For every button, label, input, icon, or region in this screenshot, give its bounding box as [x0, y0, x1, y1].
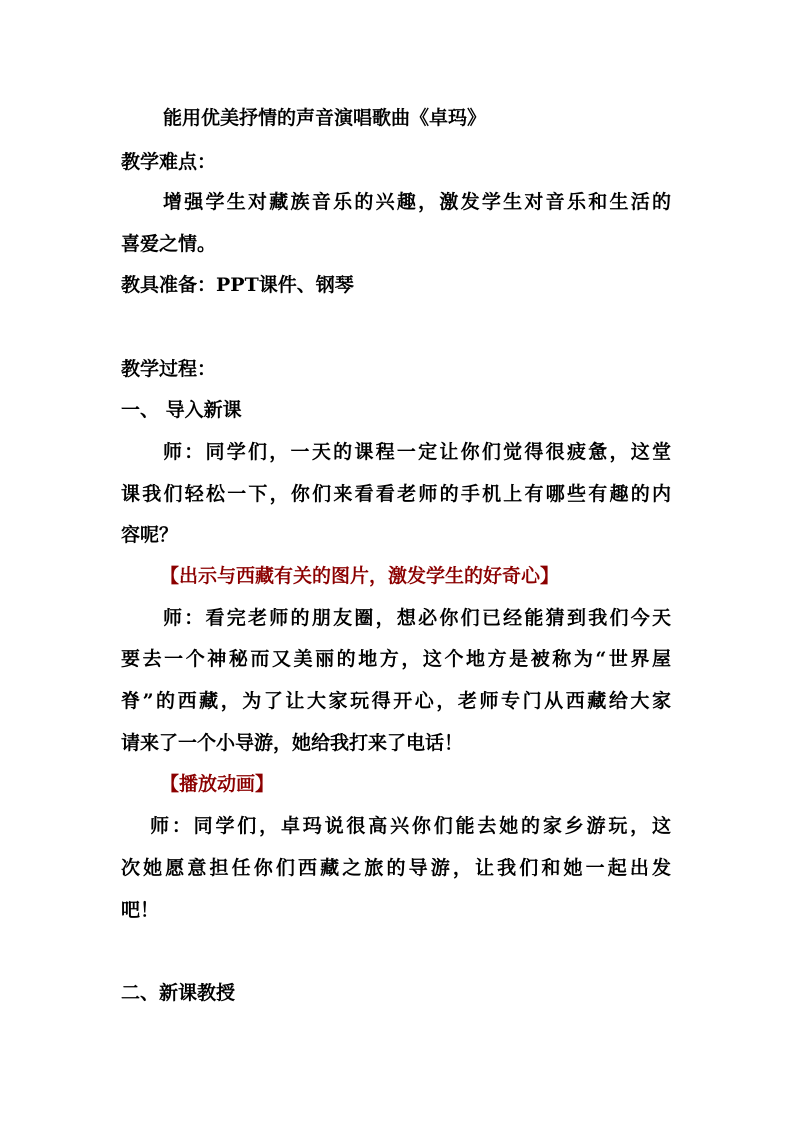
stage-note-2: 【播放动画】	[160, 773, 275, 795]
process-heading: 教学过程：	[121, 358, 217, 380]
stage-note-1: 【出示与西藏有关的图片，激发学生的好奇心】	[160, 565, 560, 587]
tools-line: 教具准备：PPT课件、钢琴	[121, 274, 354, 296]
paragraph-3-line-1: 师：同学们，卓玛说很高兴你们能去她的家乡游玩，这	[150, 815, 671, 837]
difficulty-line-2: 喜爱之情。	[121, 233, 217, 255]
paragraph-2-line-1: 师：看完老师的朋友圈，想必你们已经能猜到我们今天	[163, 607, 671, 629]
paragraph-1-line-2: 课我们轻松一下，你们来看看老师的手机上有哪些有趣的内	[121, 483, 671, 505]
paragraph-2-line-2: 要去一个神秘而又美丽的地方，这个地方是被称为“世界屋	[121, 648, 671, 670]
difficulty-heading: 教学难点：	[121, 151, 217, 173]
teaching-goal-text: 能用优美抒情的声音演唱歌曲《卓玛》	[163, 107, 487, 129]
difficulty-line-1: 增强学生对藏族音乐的兴趣，激发学生对音乐和生活的	[163, 191, 671, 213]
paragraph-1-line-1: 师：同学们，一天的课程一定让你们觉得很疲惫，这堂	[163, 441, 671, 463]
paragraph-3-line-2: 次她愿意担任你们西藏之旅的导游，让我们和她一起出发	[121, 857, 671, 879]
paragraph-2-line-4: 请来了一个小导游，她给我打来了电话！	[121, 732, 464, 754]
section-1-heading: 一、 导入新课	[121, 399, 242, 421]
paragraph-3-line-3: 吧！	[121, 899, 160, 921]
paragraph-2-line-3: 脊”的西藏，为了让大家玩得开心，老师专门从西藏给大家	[121, 690, 671, 712]
section-2-heading: 二、新课教授	[121, 982, 236, 1004]
paragraph-1-line-3: 容呢？	[121, 524, 179, 546]
